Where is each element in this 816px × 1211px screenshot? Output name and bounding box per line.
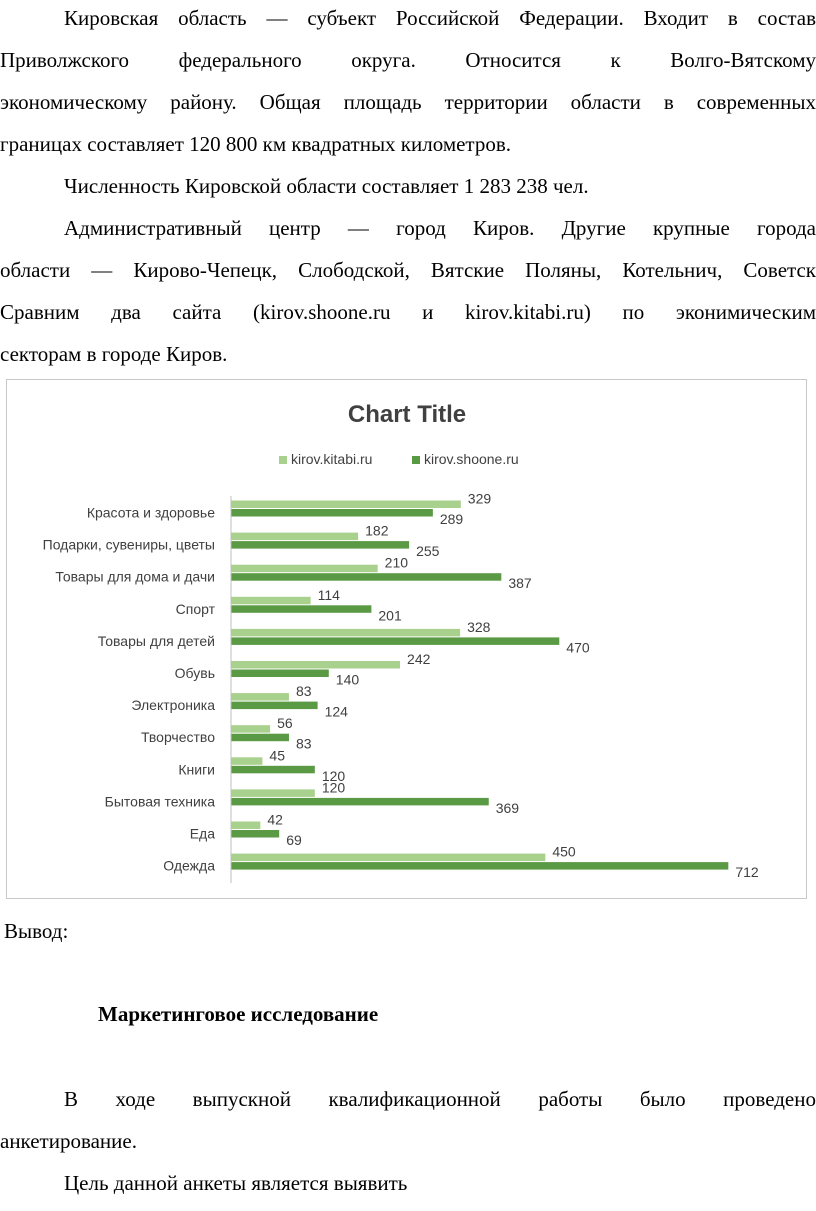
category-label: Электроника — [131, 697, 215, 714]
chart-legend — [279, 451, 519, 467]
data-label: 210 — [384, 554, 409, 571]
bar-kitabi — [231, 822, 260, 830]
bar-chart — [6, 379, 807, 899]
data-label: 56 — [277, 715, 293, 732]
bar-shoone — [231, 830, 279, 838]
data-label: 201 — [378, 607, 402, 624]
bar-shoone — [231, 702, 318, 710]
bar-kitabi — [231, 789, 315, 797]
data-label: 42 — [267, 811, 283, 828]
bar-shoone — [231, 541, 409, 549]
data-label: 328 — [467, 618, 491, 635]
bar-shoone — [231, 734, 289, 742]
category-label: Спорт — [175, 600, 215, 617]
data-label: 369 — [495, 799, 520, 816]
bar-kitabi — [231, 725, 270, 733]
category-label: Бытовая техника — [104, 793, 215, 810]
category-label: Подарки, сувениры, цветы — [42, 536, 215, 553]
data-label: 114 — [317, 586, 340, 603]
bar-kitabi — [231, 854, 545, 862]
legend-swatch — [412, 456, 420, 464]
category-label: Обувь — [174, 665, 215, 681]
text-line: границах составляет 120 800 км квадратных километров. — [0, 132, 512, 156]
bar-shoone — [231, 509, 433, 517]
bar-kitabi — [231, 565, 378, 573]
bar-kitabi — [231, 757, 262, 765]
text-line: Административный центр — город Киров. Другие крупные города — [64, 216, 816, 240]
legend-label: kirov.kitabi.ru — [291, 451, 373, 467]
text-line: области — Кирово-Чепецк, Слободской, Вятские Поляны, Котельнич, Советск — [0, 258, 816, 282]
legend-label: kirov.shoone.ru — [424, 451, 519, 467]
text-line: Сравним два сайта (kirov.shoone.ru и kirov.kitabi.ru) по эконимическим — [0, 300, 816, 324]
data-label: 120 — [321, 767, 346, 784]
data-label: 69 — [286, 832, 302, 848]
chart-bars — [231, 491, 759, 881]
text-line: экономическому району. Общая площадь территории области в современных — [0, 90, 816, 114]
data-label: 124 — [324, 703, 348, 720]
chart-canvas — [7, 380, 808, 900]
data-label: 387 — [508, 575, 532, 592]
paragraph-goal: Цель данной анкеты является выявить — [64, 1171, 408, 1195]
text-line: анкетирование. — [0, 1129, 137, 1153]
text-line: Кировская область — субъект Российской Федерации. Входит в состав — [64, 6, 816, 30]
bar-kitabi — [231, 533, 358, 541]
conclusion-label: Вывод: — [4, 919, 69, 943]
bar-shoone — [231, 798, 489, 806]
bar-shoone — [231, 766, 315, 774]
data-label: 470 — [566, 639, 590, 656]
paragraph-population: Численность Кировской области составляет 1 283 238 чел. — [64, 174, 589, 198]
data-label: 289 — [439, 511, 464, 527]
category-label: Творчество — [140, 729, 215, 746]
data-label: 712 — [735, 864, 759, 881]
bar-kitabi — [231, 501, 461, 509]
bar-shoone — [231, 862, 728, 870]
category-label: Красота и здоровье — [86, 504, 215, 521]
data-label: 255 — [416, 543, 440, 560]
bar-shoone — [231, 670, 329, 678]
data-label: 242 — [407, 651, 431, 667]
bar-kitabi — [231, 597, 311, 605]
text-line: секторам в городе Киров. — [0, 342, 228, 366]
category-label: Книги — [178, 761, 215, 778]
category-label: Товары для детей — [97, 632, 215, 649]
category-label: Еда — [189, 825, 215, 842]
data-label: 329 — [467, 490, 492, 507]
data-label: 140 — [335, 671, 360, 688]
category-label: Товары для дома и дачи — [55, 568, 215, 585]
category-label: Одежда — [163, 857, 215, 874]
data-label: 450 — [552, 843, 576, 860]
bar-kitabi — [231, 629, 460, 637]
bar-shoone — [231, 573, 501, 581]
bar-kitabi — [231, 661, 400, 669]
text-line: В ходе выпускной квалификационной работы было проведено — [64, 1087, 816, 1111]
bar-kitabi — [231, 693, 289, 701]
bar-shoone — [231, 637, 559, 645]
section-heading: Маркетинговое исследование — [98, 1002, 379, 1026]
category-labels — [43, 505, 216, 874]
data-label: 83 — [295, 735, 312, 752]
data-label: 45 — [269, 747, 286, 764]
legend-swatch — [279, 456, 287, 464]
data-label: 83 — [295, 683, 312, 700]
data-label: 182 — [365, 522, 389, 539]
data-label: 120 — [321, 779, 346, 796]
chart-title: Chart Title — [347, 401, 467, 428]
bar-shoone — [231, 605, 371, 613]
text-line: Приволжского федерального округа. Относится к Волго-Вятскому — [0, 48, 816, 72]
